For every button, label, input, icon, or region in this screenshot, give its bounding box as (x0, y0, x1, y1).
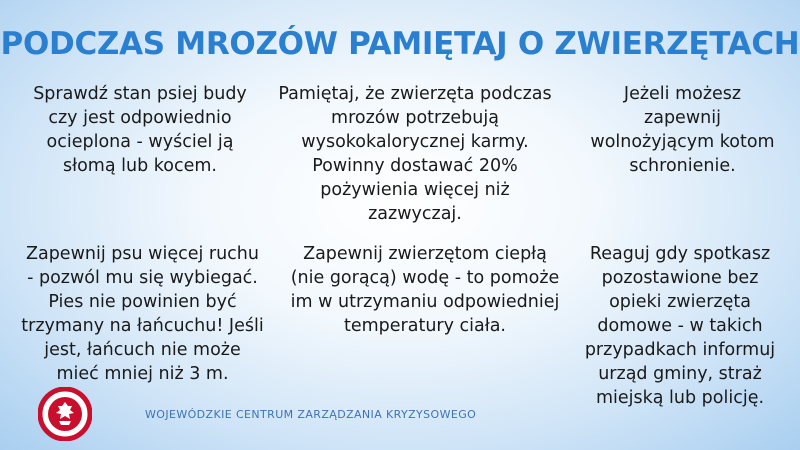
tip-dog-exercise: Zapewnij psu więcej ruchu - pozwól mu się wybiegać. Pies nie powinien być trzymany na łańcuchu! Jeśli jest, łańcuch nie może mieć mniej niż 3 m. (21, 244, 264, 384)
page-title: PODCZAS MROZÓW PAMIĘTAJ O ZWIERZĘTACH (0, 26, 800, 62)
tip-dog-kennel: Sprawdź stan psiej budy czy jest odpowiednio ocieplona - wyściel ją słomą lub kocem. (33, 84, 247, 176)
tip-report-abandoned: Reaguj gdy spotkasz pozostawione bez opieki zwierzęta domowe - w takich przypadkach informuj urząd gminy, straż miejską lub policję. (584, 244, 776, 408)
tip-shelter-for-cats: Jeżeli możesz zapewnij wolnożyjącym kotom schronienie. (590, 84, 775, 176)
tip-high-calorie-food: Pamiętaj, że zwierzęta podczas mrozów potrzebują wysokokalorycznej karmy. Powinny dostawać 20% pożywienia więcej niż zazwyczaj. (278, 84, 552, 224)
tip-warm-water: Zapewnij zwierzętom ciepłą (nie gorącą) wodę - to pomoże im w utrzymaniu odpowiedniej temperatury ciała. (290, 244, 560, 336)
footer-organization: WOJEWÓDZKIE CENTRUM ZARZĄDZANIA KRYZYSOWEGO (145, 408, 477, 421)
emblem-logo (38, 387, 92, 441)
